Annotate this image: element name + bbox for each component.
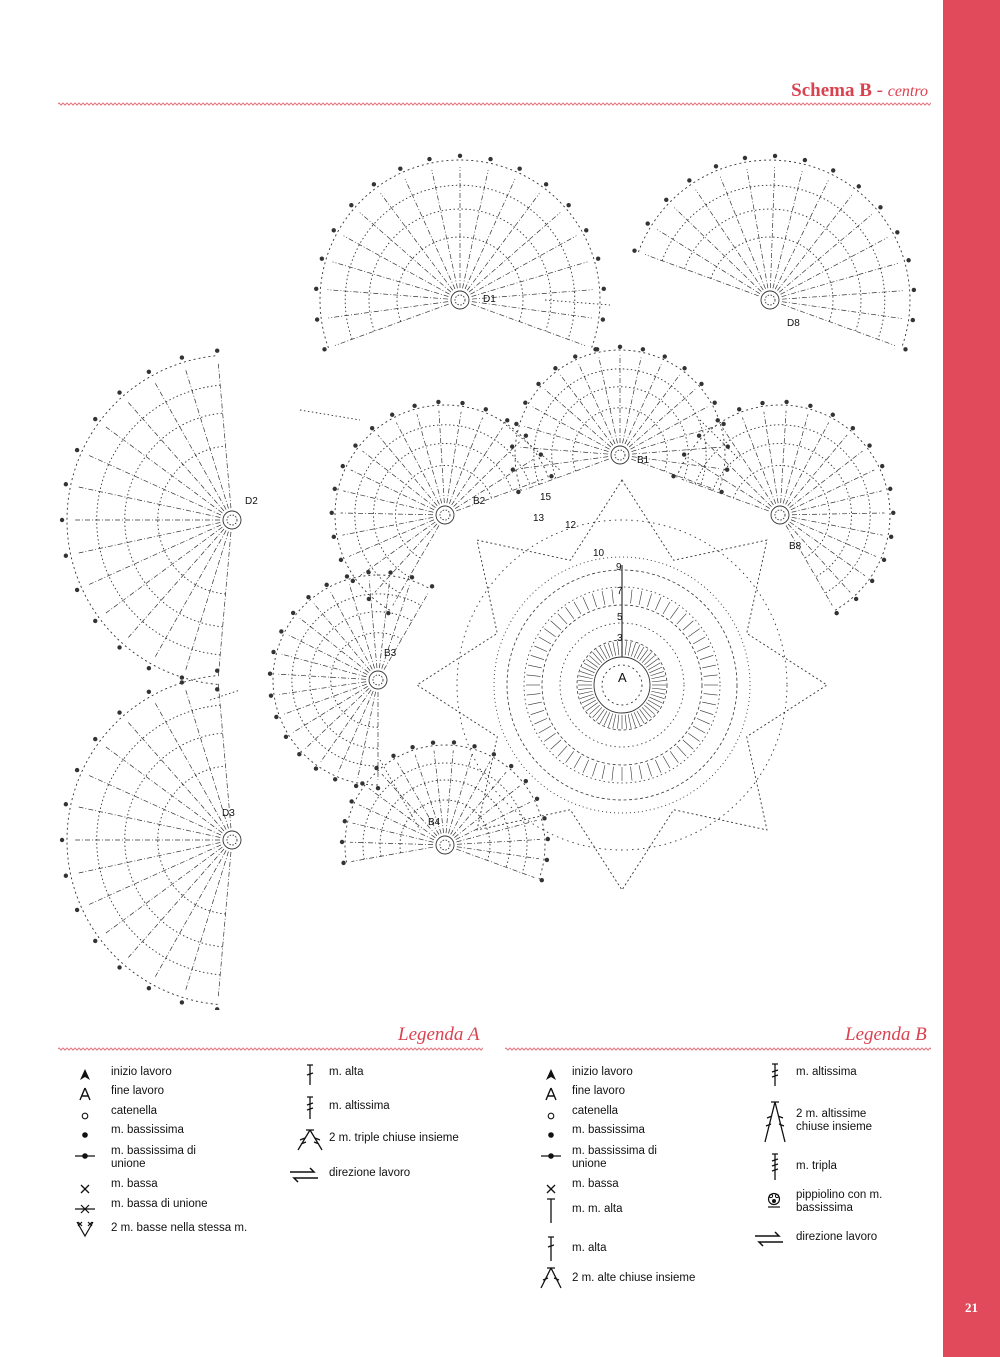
motif-D8	[632, 154, 916, 352]
legend-b-item: m. alta	[572, 1242, 607, 1254]
legend-b-item: fine lavoro	[572, 1085, 626, 1097]
title-dash: -	[871, 80, 888, 101]
label-row-10: 10	[593, 548, 605, 559]
label-B2: B2	[473, 496, 486, 507]
header-wavy-rule	[58, 101, 931, 107]
motif-B4	[340, 740, 550, 882]
legend-b-item: m. m. alta	[572, 1203, 623, 1215]
triple-crochet-icon	[763, 1153, 787, 1181]
legend-a-item: fine lavoro	[111, 1085, 165, 1097]
label-D1: D1	[483, 294, 496, 305]
label-D3: D3	[222, 808, 235, 819]
legend-b-item: 2 m. alte chiuse insieme	[572, 1272, 696, 1284]
two-dc-together-icon	[535, 1266, 567, 1290]
joining-slip-stitch-icon	[73, 1144, 97, 1168]
legend-a-item: m. bassissima di unione	[111, 1145, 196, 1170]
legend-b-item: direzione lavoro	[796, 1231, 878, 1243]
legend-a-title: Legenda A	[398, 1024, 480, 1045]
page-number: 21	[965, 1300, 978, 1315]
legend-b-item: 2 m. altissime chiuse insieme	[796, 1108, 873, 1133]
legend-a-item: catenella	[111, 1105, 158, 1117]
motif-D3	[60, 668, 241, 1010]
two-triple-together-icon	[294, 1128, 326, 1152]
legend-b-item: m. bassissima	[572, 1124, 645, 1136]
label-D8: D8	[787, 318, 800, 329]
crochet-diagram	[0, 110, 943, 1010]
legend-a-item: direzione lavoro	[329, 1167, 411, 1179]
label-B1: B1	[637, 455, 650, 466]
half-double-crochet-icon	[539, 1197, 563, 1225]
motif-D2	[60, 348, 241, 691]
legend-b-item: catenella	[572, 1105, 619, 1117]
double-crochet-icon	[539, 1235, 563, 1263]
title-italic: centro	[887, 83, 928, 100]
legend-a-item: m. bassissima	[111, 1124, 184, 1136]
two-treble-together-icon	[759, 1100, 791, 1144]
motif-B8	[671, 400, 895, 616]
legend-b-title: Legenda B	[845, 1024, 927, 1045]
motif-B1	[510, 345, 730, 495]
label-row-5: 5	[617, 612, 623, 623]
two-sc-same-stitch-icon	[73, 1217, 97, 1241]
work-direction-icon	[753, 1227, 785, 1251]
legend-a-item: m. altissima	[329, 1100, 390, 1112]
work-direction-icon	[288, 1163, 320, 1187]
legend-a-item: inizio lavoro	[111, 1066, 172, 1078]
legend-a-wavy-rule	[58, 1046, 483, 1052]
motif-B2	[330, 400, 554, 616]
page-title	[791, 80, 928, 102]
legend-b-item: m. bassissima di unione	[572, 1145, 657, 1170]
joining-slip-stitch-icon	[539, 1144, 563, 1168]
legend-b-item: pippiolino con m. bassissima	[796, 1189, 883, 1214]
legend-a-item: m. alta	[329, 1066, 364, 1078]
legend-a-item: 2 m. basse nella stessa m.	[111, 1222, 248, 1234]
label-row-7: 7	[617, 586, 623, 597]
legend-b-item: m. tripla	[796, 1160, 837, 1172]
side-color-bar	[943, 0, 1000, 1357]
label-D2: D2	[245, 496, 258, 507]
label-row-12: 12	[565, 520, 577, 531]
legend-a-item: m. bassa di unione	[111, 1198, 208, 1210]
motif-B3	[268, 570, 434, 790]
treble-crochet-icon	[298, 1096, 322, 1120]
label-row-9: 9	[616, 562, 622, 573]
treble-crochet-icon	[763, 1063, 787, 1087]
title-bold: Schema B	[791, 80, 872, 101]
legend-a-item: m. bassa	[111, 1178, 158, 1190]
legend-b-wavy-rule	[505, 1046, 931, 1052]
label-row-13: 13	[533, 513, 545, 524]
double-crochet-icon	[298, 1063, 322, 1087]
label-row-3: 3	[617, 633, 623, 644]
legend-b-item: m. bassa	[572, 1178, 619, 1190]
legend-b-item: inizio lavoro	[572, 1066, 633, 1078]
legend-a-item: 2 m. triple chiuse insieme	[329, 1132, 459, 1144]
label-B4: B4	[428, 817, 441, 828]
motif-D1	[314, 154, 606, 352]
label-row-15: 15	[540, 492, 552, 503]
picot-slip-stitch-icon	[762, 1189, 786, 1213]
legend-b-item: m. altissima	[796, 1066, 857, 1078]
label-B3: B3	[384, 648, 397, 659]
label-B8: B8	[789, 541, 802, 552]
label-A: A	[618, 670, 627, 685]
